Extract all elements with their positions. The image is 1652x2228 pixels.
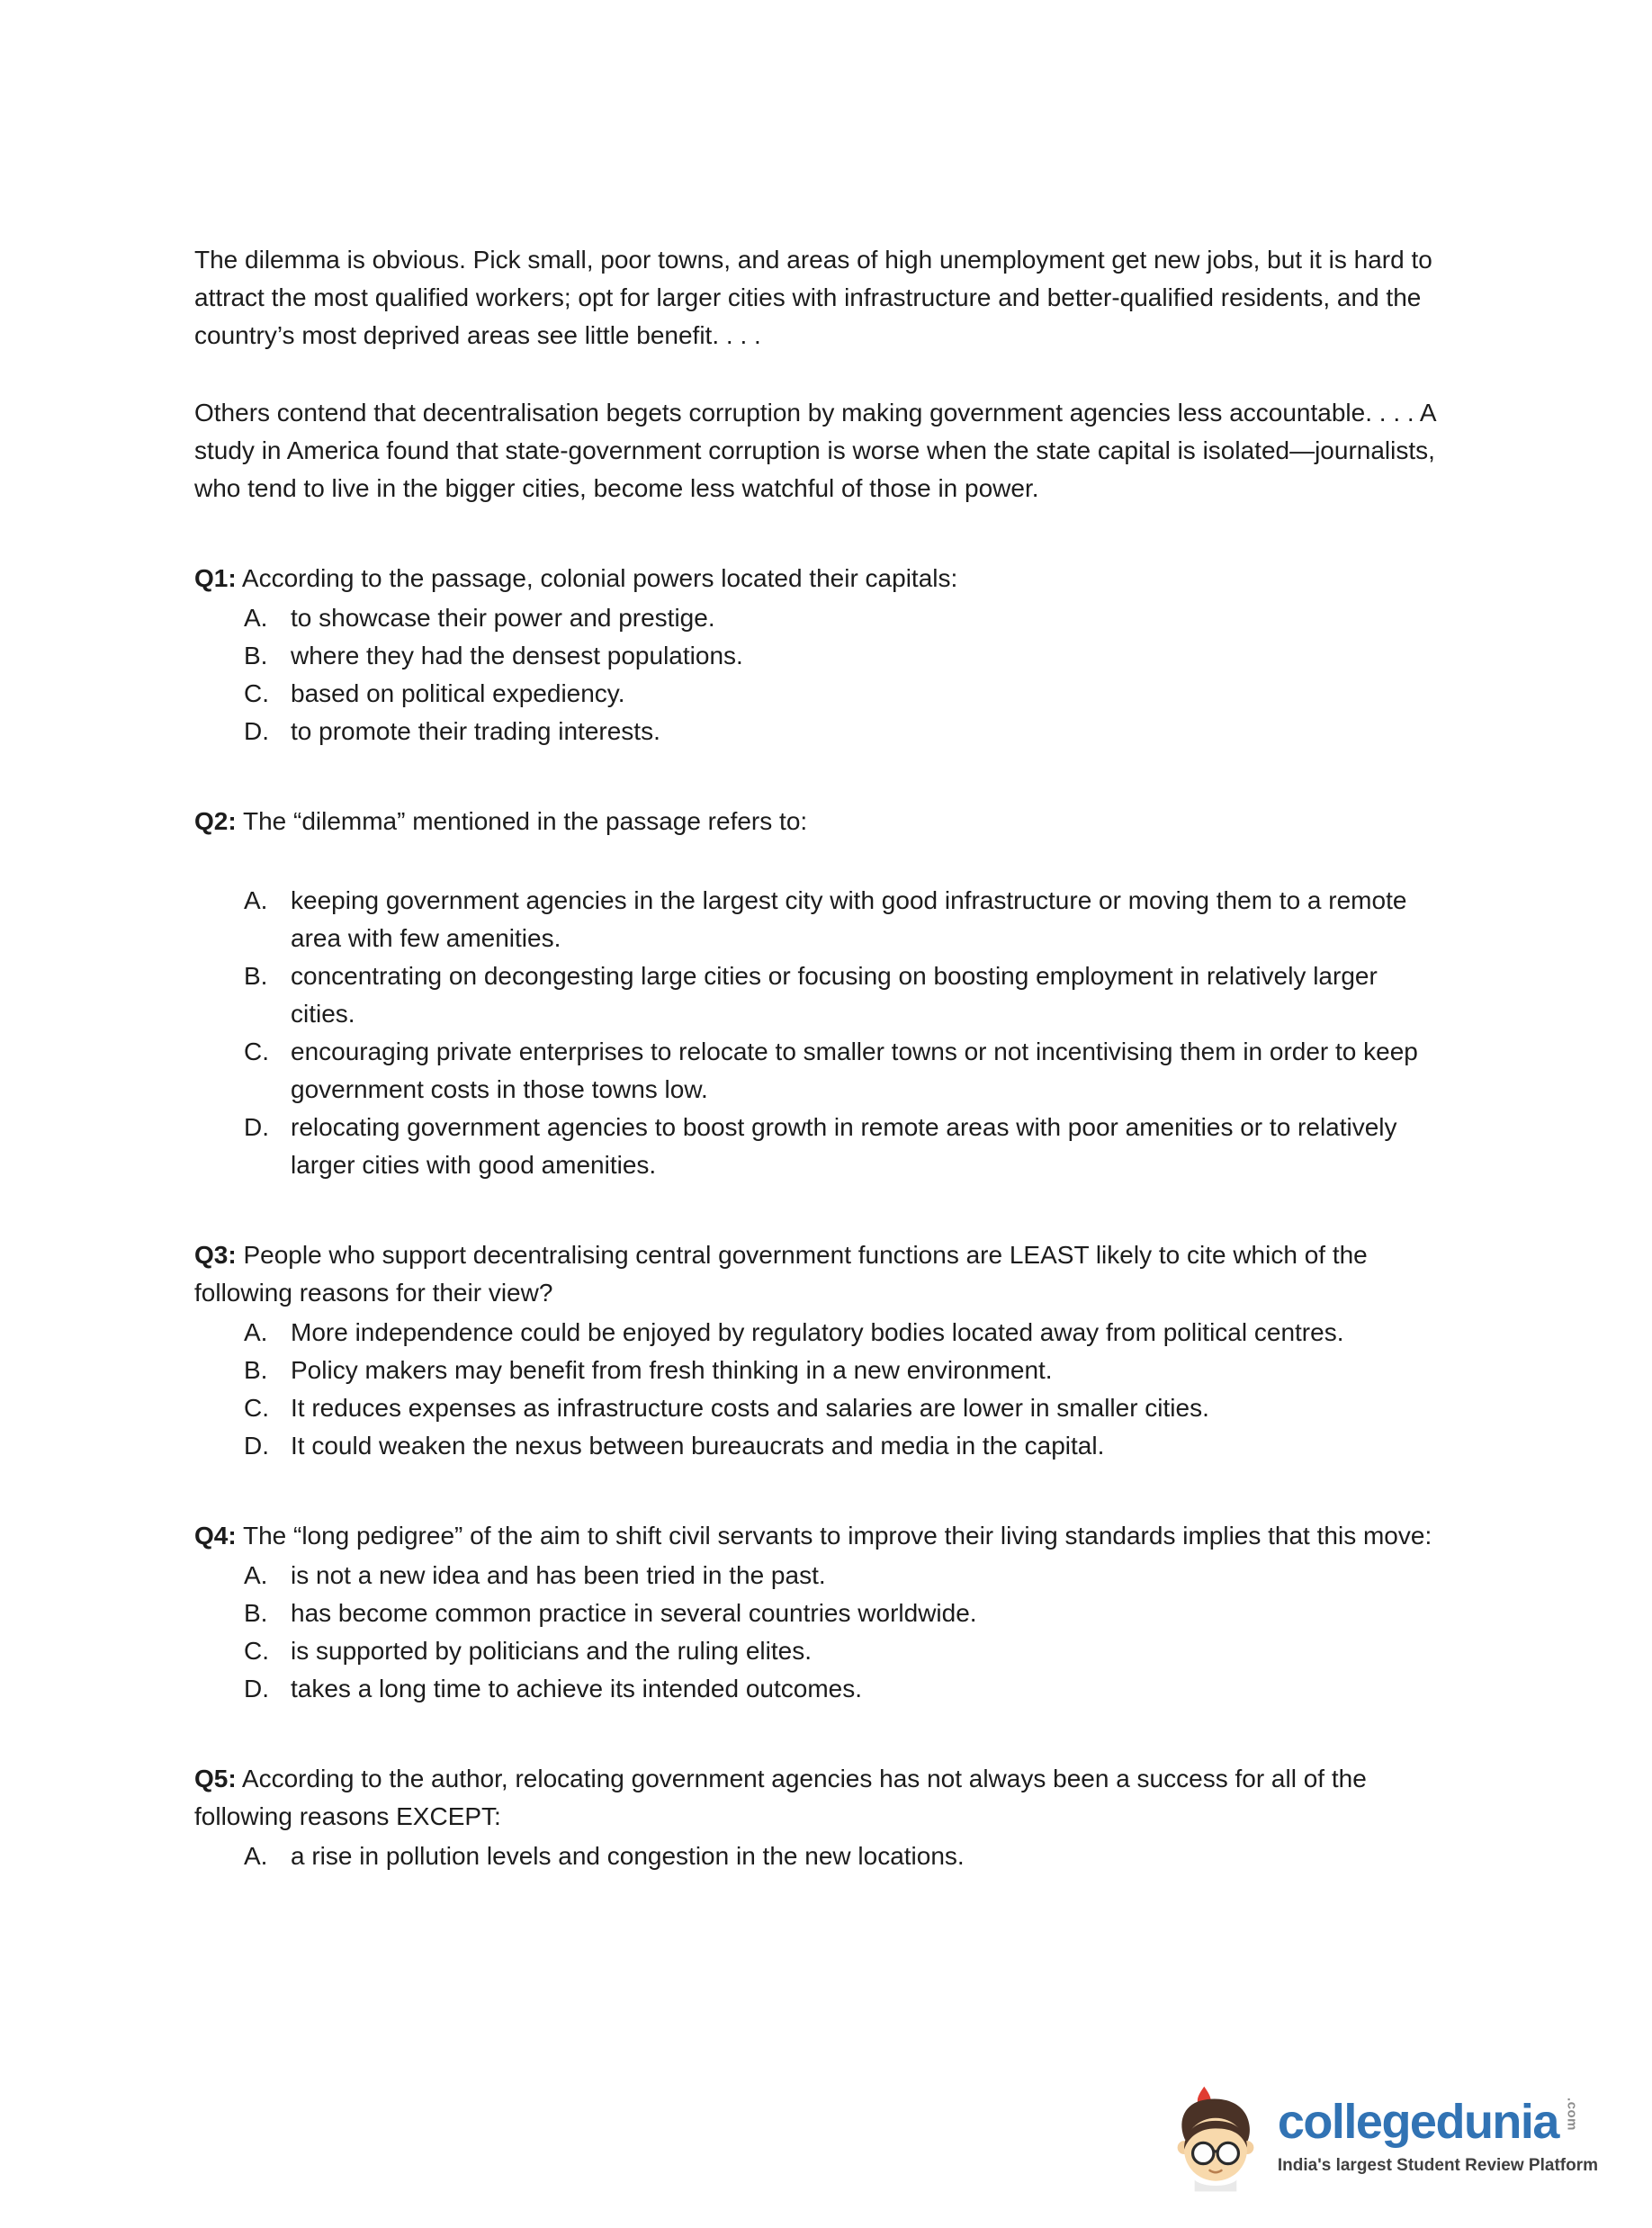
brand-name: collegedunia <box>1277 2094 1558 2149</box>
passage-paragraph-2: Others contend that decentralisation begets corruption by making government agencies less accountable. . . . A study in America found that state-government corruption is worse when the state capital is isolated—journalists, who tend to live in the bigger cities, become less watchful of those in power. <box>194 399 1436 502</box>
option <box>244 1632 1447 1670</box>
option-text: keeping government agencies in the largest city with good infrastructure or moving them to a remote area with few amenities. <box>291 886 1407 952</box>
option <box>244 1352 1447 1389</box>
passage-paragraph-1: The dilemma is obvious. Pick small, poor towns, and areas of high unemployment get new jobs, but it is hard to attract the most qualified workers; opt for larger cities with infrastructure and better-qualified residents, and the country’s most deprived areas see little benefit. . . . <box>194 246 1432 349</box>
option-letter: A. <box>244 886 268 914</box>
option-text: Policy makers may benefit from fresh thinking in a new environment. <box>291 1356 1053 1384</box>
question-2-options <box>194 882 1447 1184</box>
option <box>244 1557 1447 1595</box>
option <box>244 713 1447 750</box>
question-1 <box>194 560 1447 750</box>
option-letter: B. <box>244 1599 268 1627</box>
option <box>244 1033 1447 1109</box>
question-5-options <box>194 1837 1447 1875</box>
option <box>244 1109 1447 1184</box>
option-text: where they had the densest populations. <box>291 642 743 669</box>
question-4-text: The “long pedigree” of the aim to shift civil servants to improve their living standards implies that this move: <box>242 1522 1432 1550</box>
option-letter: A. <box>244 604 268 632</box>
question-2-label: Q2: <box>194 807 237 835</box>
question-5-text: According to the author, relocating government agencies has not always been a success for all of the following reasons EXCEPT: <box>194 1765 1367 1830</box>
option-text: It could weaken the nexus between bureaucrats and media in the capital. <box>291 1432 1105 1460</box>
question-3 <box>194 1236 1447 1465</box>
option <box>244 1389 1447 1427</box>
question-3-options <box>194 1314 1447 1465</box>
option <box>244 599 1447 637</box>
option <box>244 1427 1447 1465</box>
question-3-label: Q3: <box>194 1241 237 1269</box>
question-3-text: People who support decentralising central government functions are LEAST likely to cite which of the following reasons for their view? <box>194 1241 1368 1307</box>
option-text: relocating government agencies to boost growth in remote areas with poor amenities or to relatively larger cities with good amenities. <box>291 1113 1397 1179</box>
option-text: takes a long time to achieve its intended outcomes. <box>291 1675 863 1702</box>
option-text: is not a new idea and has been tried in the past. <box>291 1561 826 1589</box>
option <box>244 637 1447 675</box>
option <box>244 675 1447 713</box>
question-2-text: The “dilemma” mentioned in the passage refers to: <box>242 807 808 835</box>
option <box>244 1314 1447 1352</box>
option-text: a rise in pollution levels and congestion in the new locations. <box>291 1842 965 1870</box>
option-letter: D. <box>244 1675 269 1702</box>
option-text: based on political expediency. <box>291 679 625 707</box>
option-text: concentrating on decongesting large cities or focusing on boosting employment in relatively larger cities. <box>291 962 1378 1028</box>
option-text: to showcase their power and prestige. <box>291 604 715 632</box>
option <box>244 957 1447 1033</box>
option-text: encouraging private enterprises to relocate to smaller towns or not incentivising them in order to keep government costs in those towns low. <box>291 1038 1418 1103</box>
brand-suffix: .com <box>1564 2097 1580 2131</box>
option-letter: D. <box>244 1432 269 1460</box>
question-2 <box>194 803 1447 1184</box>
question-5-label: Q5: <box>194 1765 237 1792</box>
brand-tagline: India's largest Student Review Platform <box>1277 2155 1598 2175</box>
option-text: has become common practice in several countries worldwide. <box>291 1599 977 1627</box>
option-text: is supported by politicians and the ruling elites. <box>291 1637 813 1665</box>
option-letter: D. <box>244 1113 269 1141</box>
option-letter: A. <box>244 1842 268 1870</box>
option-letter: B. <box>244 1356 268 1384</box>
option-letter: C. <box>244 679 269 707</box>
option-letter: B. <box>244 962 268 990</box>
question-1-text: According to the passage, colonial powers located their capitals: <box>241 564 958 592</box>
question-1-options <box>194 599 1447 750</box>
question-4-options <box>194 1557 1447 1708</box>
option-text: More independence could be enjoyed by regulatory bodies located away from political centres. <box>291 1318 1344 1346</box>
option-letter: D. <box>244 717 269 745</box>
question-1-label: Q1: <box>194 564 237 592</box>
logo-text <box>1277 2094 1598 2179</box>
option-letter: A. <box>244 1561 268 1589</box>
option <box>244 1595 1447 1632</box>
option <box>244 1837 1447 1875</box>
option-letter: C. <box>244 1038 269 1065</box>
question-4 <box>194 1517 1447 1708</box>
option-text: It reduces expenses as infrastructure costs and salaries are lower in smaller cities. <box>291 1394 1209 1422</box>
option-letter: B. <box>244 642 268 669</box>
collegedunia-logo <box>1168 2084 1598 2192</box>
option-letter: A. <box>244 1318 268 1346</box>
question-4-label: Q4: <box>194 1522 237 1550</box>
option <box>244 882 1447 957</box>
option-letter: C. <box>244 1637 269 1665</box>
mascot-icon <box>1168 2084 1263 2192</box>
option <box>244 1670 1447 1708</box>
question-5 <box>194 1760 1447 1875</box>
option-text: to promote their trading interests. <box>291 717 660 745</box>
option-letter: C. <box>244 1394 269 1422</box>
